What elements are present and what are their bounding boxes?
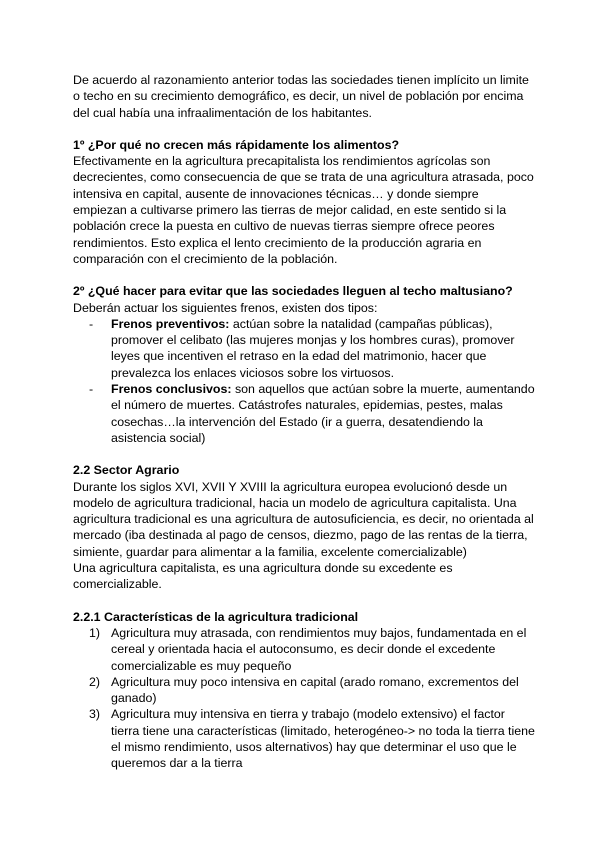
spacer xyxy=(73,267,535,283)
sector-heading: 2.2 Sector Agrario xyxy=(73,463,180,478)
list-item xyxy=(89,706,535,771)
list-item xyxy=(89,381,535,446)
intro-paragraph: De acuerdo al razonamiento anterior todas las sociedades tienen implícito un limite o techo en su crecimiento demográfico, es decir, un nivel de población por encima del cual había una infraalimentación de los habitantes. xyxy=(73,73,529,120)
list-item-term: Frenos preventivos: xyxy=(111,316,230,331)
dash-marker: - xyxy=(89,382,94,397)
sector-body-2: Una agricultura capitalista, es una agricultura donde su excedente es comercializable. xyxy=(73,561,453,592)
list-item-text: Agricultura muy atrasada, con rendimientos muy bajos, fundamentada en el cereal y orientada hacia el autoconsumo, es decir donde el excedente comercializable es muy pequeño xyxy=(111,625,527,673)
number-marker: 2) xyxy=(89,674,101,689)
list-item-text: Agricultura muy poco intensiva en capital (arado romano, excrementos del ganado) xyxy=(111,674,519,706)
spacer xyxy=(73,446,535,462)
number-marker: 1) xyxy=(89,625,101,640)
list-item-text: Agricultura muy intensiva en tierra y trabajo (modelo extensivo) el factor tierra tiene una características (limitado, heterogéneo-> no toda la tierra tiene el mismo rendimiento, usos alternativos) hay que determinar el uso que le queremos dar a la tierra xyxy=(111,707,535,771)
list-item xyxy=(89,625,535,674)
number-marker: 3) xyxy=(89,707,101,722)
sector-body-1: Durante los siglos XVI, XVII Y XVIII la agricultura europea evolucionó desde un modelo de agricultura tradicional, hacia un modelo de agricultura capitalista. Una agricultura tradicional es una agricultura de autosuficiencia, es decir, no orientada al mercado (iba destinada al pago de censos, diezmo, pago de las rentas de la tierra, simiente, guardar para alimentar a la familia, excelente comercializable) xyxy=(73,479,534,559)
question-2-intro: Deberán actuar los siguientes frenos, existen dos tipos: xyxy=(73,300,378,315)
list-item-term: Frenos conclusivos: xyxy=(111,382,232,397)
traditional-heading: 2.2.1 Características de la agricultura tradicional xyxy=(73,609,359,624)
list-item-text: son aquellos que actúan sobre la muerte, aumentando el número de muertes. Catástrofes naturales, epidemias, pestes, malas cosechas…la intervención del Estado (ir a guerra, desatendiendo la asistencia social) xyxy=(111,382,535,445)
document-page xyxy=(73,72,535,772)
list-item-text: actúan sobre la natalidad (campañas públicas), promover el celibato (las mujeres monjas y los hombres curas), promover leyes que incentiven el retraso en la edad del matrimonio, hacer que prevalezca los enlaces viciosos sobre los virtuosos. xyxy=(111,316,515,380)
question-1-heading: 1º ¿Por qué no crecen más rápidamente los alimentos? xyxy=(73,137,400,152)
list-item xyxy=(89,674,535,707)
traditional-list xyxy=(73,625,535,772)
question-1-body: Efectivamente en la agricultura precapitalista los rendimientos agrícolas son decrecientes, como consecuencia de que se trata de una agricultura atrasada, poco intensiva en capital, ausente de innovaciones técnicas… y donde siempre empiezan a cultivarse primero las tierras de mejor calidad, en este sentido si la población crece la puesta en cultivo de nuevas tierras siempre ofrece peores rendimientos. Esto explica el lento crecimiento de la producción agraria en comparación con el crecimiento de la población. xyxy=(73,154,534,266)
spacer xyxy=(73,593,535,609)
brakes-list xyxy=(73,316,535,446)
question-2-heading: 2º ¿Qué hacer para evitar que las sociedades lleguen al techo maltusiano? xyxy=(73,284,513,299)
spacer xyxy=(73,121,535,137)
list-item xyxy=(89,316,535,381)
dash-marker: - xyxy=(89,316,94,331)
